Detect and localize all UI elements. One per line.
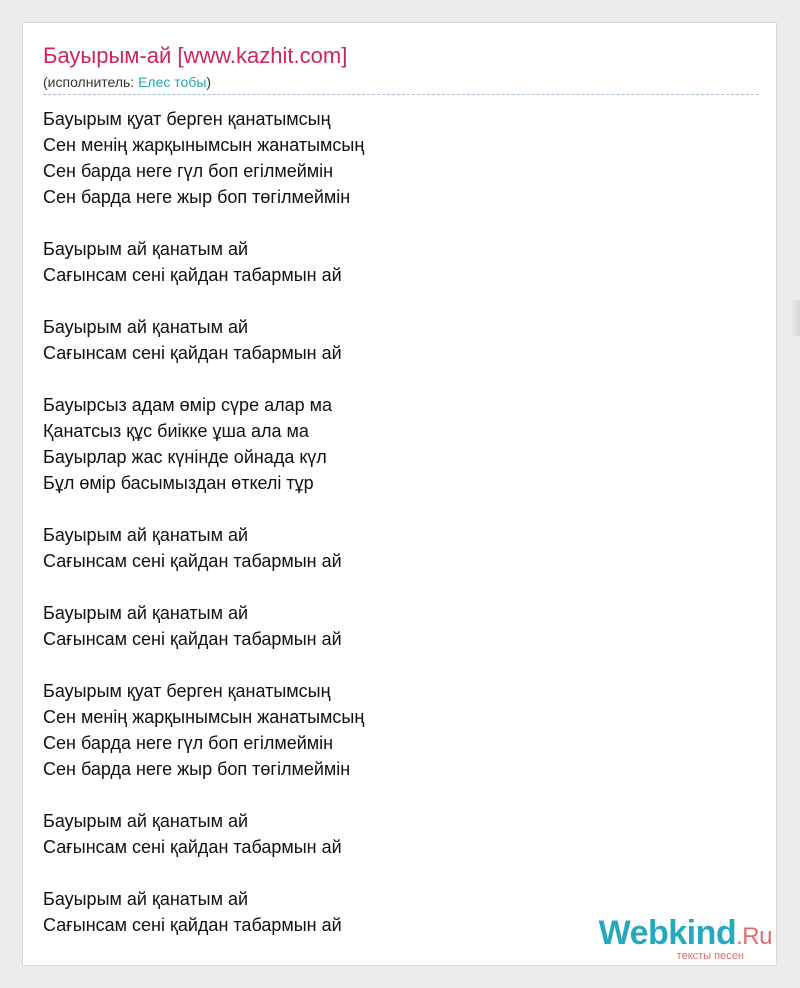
artist-line [43,74,211,90]
lyric-line: Бауырым қуат берген қанатымсың [43,109,331,129]
watermark-name: Webkind [598,914,737,952]
stanza [43,600,743,652]
scroll-edge-tab [790,300,800,336]
lyric-line: Сағынсам сені қайдан табармын ай [43,915,342,935]
artist-link[interactable]: Елес тобы [138,74,207,90]
lyric-line: Бауырым ай қанатым ай [43,317,249,337]
watermark-tld: .Ru [736,923,772,950]
lyric-line: Сағынсам сені қайдан табармын ай [43,343,342,363]
header-divider [43,94,759,95]
lyrics-body [43,106,743,938]
stanza [43,522,743,574]
watermark-tagline: тексты песен [676,950,744,962]
lyric-line: Сен барда неге жыр боп төгілмеймін [43,187,351,207]
lyric-line: Сағынсам сені қайдан табармын ай [43,629,342,649]
stanza [43,236,743,288]
stanza [43,678,743,782]
lyric-line: Сен барда неге жыр боп төгілмеймін [43,759,351,779]
stanza [43,314,743,366]
lyric-line: Бауырым ай қанатым ай [43,525,249,545]
watermark-logo [599,916,772,954]
lyric-line: Бауырым ай қанатым ай [43,239,249,259]
lyric-line: Бауырсыз адам өмір сүре алар ма [43,395,333,415]
artist-suffix: ) [206,74,212,90]
lyric-line: Сен менің жарқынымсын жанатымсың [43,135,365,155]
lyric-line: Бұл өмір басымыздан өткелі тұр [43,473,314,493]
site-watermark [599,916,772,962]
lyric-line: Бауырым ай қанатым ай [43,889,249,909]
lyric-line: Сағынсам сені қайдан табармын ай [43,265,342,285]
lyric-line: Бауырым ай қанатым ай [43,811,249,831]
stanza [43,392,743,496]
song-title: Бауырым-ай [www.kazhit.com] [43,43,348,68]
stanza [43,808,743,860]
lyric-line: Бауырым қуат берген қанатымсың [43,681,331,701]
artist-prefix: (исполнитель: [43,74,139,90]
lyric-line: Сағынсам сені қайдан табармын ай [43,837,342,857]
lyrics-card [22,22,777,966]
lyric-line: Бауырым ай қанатым ай [43,603,249,623]
lyric-line: Қанатсыз құс биікке ұша ала ма [43,421,309,441]
stanza [43,106,743,210]
lyric-line: Сен менің жарқынымсын жанатымсың [43,707,365,727]
lyric-line: Сен барда неге гүл боп егілмеймін [43,161,334,181]
lyric-line: Сағынсам сені қайдан табармын ай [43,551,342,571]
lyric-line: Сен барда неге гүл боп егілмеймін [43,733,334,753]
lyric-line: Бауырлар жас күнінде ойнада күл [43,447,327,467]
